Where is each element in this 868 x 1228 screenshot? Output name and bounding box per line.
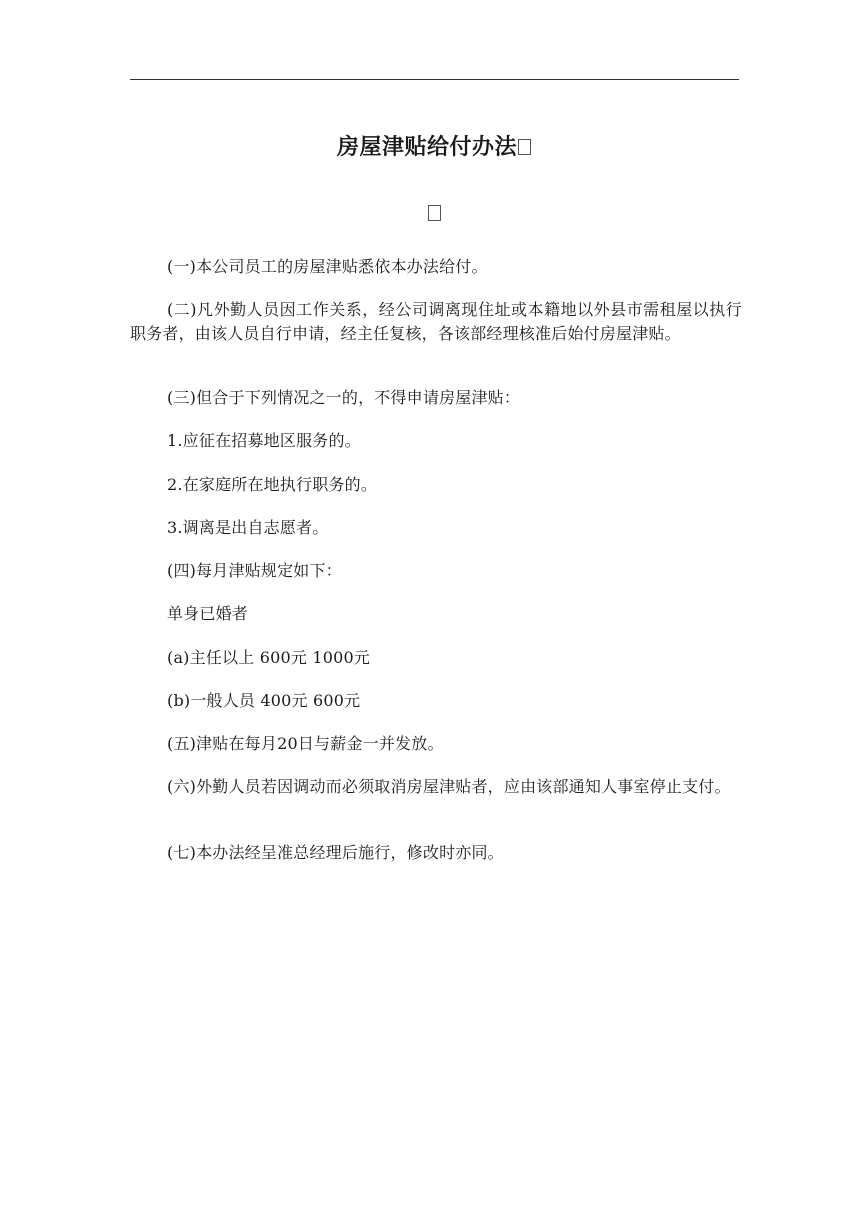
allowance-header: 单身已婚者 [167,604,249,623]
document-title [0,130,868,161]
paragraph-2: (二)凡外勤人员因工作关系，经公司调离现住址或本籍地以外县市需租屋以执行职务者，由该人员自行申请，经主任复核，各该部经理核准后始付房屋津贴。 [130,300,742,343]
paragraph-7: (七)本办法经呈准总经理后施行，修改时亦同。 [167,843,504,862]
allowance-row-b: (b)一般人员 400元 600元 [167,691,361,710]
missing-glyph-icon [518,139,531,155]
paragraph-1: (一)本公司员工的房屋津贴悉依本办法给付。 [167,257,488,276]
allowance-row-a: (a)主任以上 600元 1000元 [167,648,371,667]
paragraph-5: (五)津贴在每月20日与薪金一并发放。 [167,734,444,753]
missing-glyph-icon [428,205,441,221]
header-rule [130,79,739,80]
paragraph-6: (六)外勤人员若因调动而必须取消房屋津贴者，应由该部通知人事室停止支付。 [167,777,731,796]
paragraph-3: (三)但合于下列情况之一的，不得申请房屋津贴： [167,388,521,407]
paragraph-4: (四)每月津贴规定如下： [167,561,342,580]
list-item-2: 2.在家庭所在地执行职务的。 [167,475,378,494]
list-item-1: 1.应征在招募地区服务的。 [167,431,361,450]
list-item-3: 3.调离是出自志愿者。 [167,518,329,537]
title-text: 房屋津贴给付办法 [336,134,517,160]
